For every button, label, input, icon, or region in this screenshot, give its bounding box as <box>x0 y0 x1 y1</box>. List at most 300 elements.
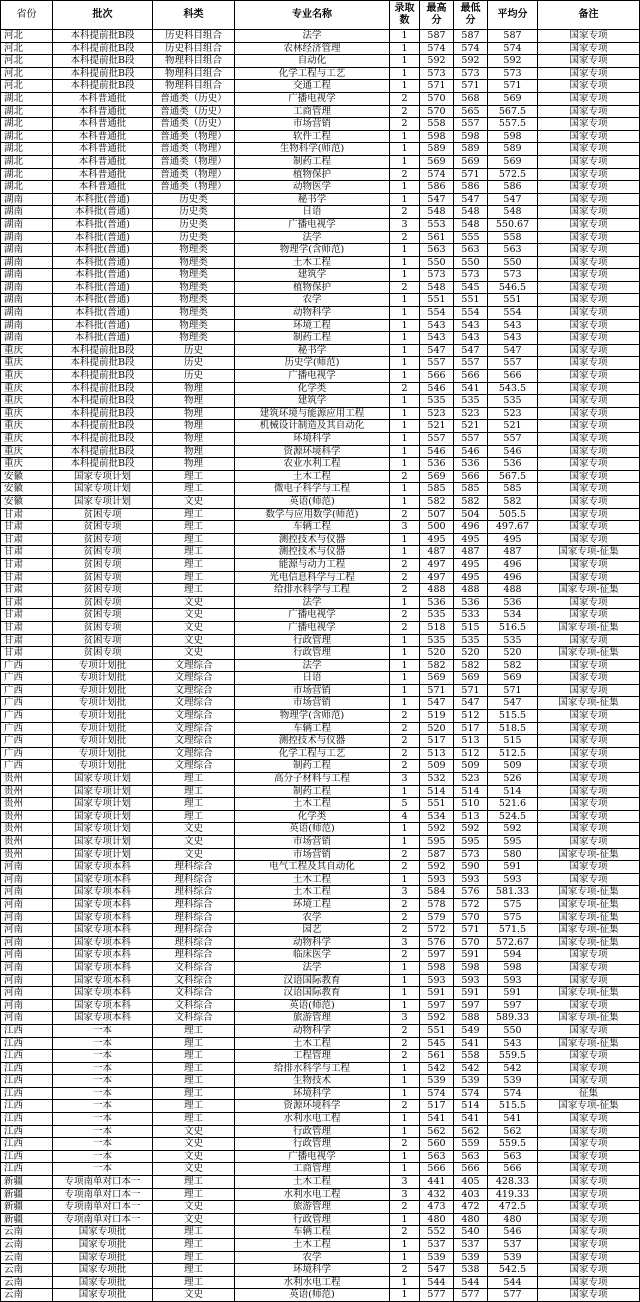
cell-max-score: 545 <box>420 1037 454 1050</box>
cell-remark: 国家专项 <box>538 155 640 168</box>
header-average: 平均分 <box>488 1 538 30</box>
cell-admitted: 2 <box>390 1138 420 1151</box>
cell-admitted: 2 <box>390 231 420 244</box>
cell-subject: 理工 <box>153 810 235 823</box>
cell-batch: 一本 <box>53 1113 153 1126</box>
cell-average-score: 557 <box>488 433 538 446</box>
cell-max-score: 534 <box>420 810 454 823</box>
cell-admitted: 1 <box>390 155 420 168</box>
cell-remark: 国家专项-征集 <box>538 697 640 710</box>
cell-subject: 文理综合 <box>153 684 235 697</box>
table-row <box>1 382 640 395</box>
cell-min-score: 591 <box>454 987 488 1000</box>
cell-average-score: 586 <box>488 181 538 194</box>
cell-major: 广播电视学 <box>235 621 390 634</box>
cell-major: 测控技术与仪器 <box>235 546 390 559</box>
cell-major: 建筑环境与能源应用工程 <box>235 407 390 420</box>
cell-province: 新疆 <box>1 1201 53 1214</box>
cell-average-score: 567.5 <box>488 470 538 483</box>
cell-average-score: 562 <box>488 1125 538 1138</box>
cell-min-score: 403 <box>454 1188 488 1201</box>
cell-average-score: 521 <box>488 420 538 433</box>
cell-max-score: 488 <box>420 584 454 597</box>
cell-subject: 普通类（历史） <box>153 92 235 105</box>
cell-max-score: 548 <box>420 206 454 219</box>
cell-remark: 国家专项 <box>538 1024 640 1037</box>
cell-min-score: 512 <box>454 747 488 760</box>
table-row <box>1 584 640 597</box>
cell-max-score: 539 <box>420 1251 454 1264</box>
cell-max-score: 546 <box>420 382 454 395</box>
cell-max-score: 542 <box>420 1062 454 1075</box>
cell-min-score: 586 <box>454 181 488 194</box>
table-row <box>1 558 640 571</box>
cell-province: 河北 <box>1 80 53 93</box>
cell-remark: 国家专项 <box>538 798 640 811</box>
cell-major: 环境工程 <box>235 319 390 332</box>
cell-min-score: 582 <box>454 659 488 672</box>
cell-average-score: 574 <box>488 42 538 55</box>
cell-admitted: 1 <box>390 659 420 672</box>
cell-province: 江西 <box>1 1087 53 1100</box>
cell-remark: 国家专项-征集 <box>538 898 640 911</box>
cell-remark: 国家专项-征集 <box>538 1037 640 1050</box>
cell-admitted: 1 <box>390 80 420 93</box>
cell-province: 江西 <box>1 1050 53 1063</box>
cell-remark: 国家专项 <box>538 1276 640 1289</box>
cell-remark: 国家专项-征集 <box>538 584 640 597</box>
table-row <box>1 256 640 269</box>
table-row <box>1 319 640 332</box>
cell-subject: 文科综合 <box>153 999 235 1012</box>
cell-major: 广播电视学 <box>235 609 390 622</box>
cell-average-score: 589.33 <box>488 1012 538 1025</box>
cell-remark: 国家专项 <box>538 80 640 93</box>
table-row <box>1 407 640 420</box>
cell-major: 土木工程 <box>235 886 390 899</box>
cell-subject: 文史 <box>153 609 235 622</box>
cell-subject: 理工 <box>153 533 235 546</box>
cell-batch: 本科提前批B段 <box>53 357 153 370</box>
cell-admitted: 2 <box>390 92 420 105</box>
cell-major: 汉语国际教育 <box>235 987 390 1000</box>
cell-admitted: 2 <box>390 382 420 395</box>
cell-min-score: 535 <box>454 395 488 408</box>
cell-major: 植物保护 <box>235 168 390 181</box>
cell-admitted: 1 <box>390 269 420 282</box>
cell-admitted: 1 <box>390 143 420 156</box>
cell-admitted: 1 <box>390 961 420 974</box>
cell-major: 建筑学 <box>235 269 390 282</box>
cell-admitted: 1 <box>390 458 420 471</box>
cell-min-score: 548 <box>454 218 488 231</box>
table-row <box>1 760 640 773</box>
cell-average-score: 582 <box>488 495 538 508</box>
cell-batch: 本科批(普通) <box>53 231 153 244</box>
cell-batch: 国家专项计划 <box>53 483 153 496</box>
cell-remark: 国家专项 <box>538 1125 640 1138</box>
cell-remark: 国家专项 <box>538 470 640 483</box>
cell-major: 英语(师范) <box>235 823 390 836</box>
cell-subject: 物理科目组合 <box>153 55 235 68</box>
cell-major: 自动化 <box>235 55 390 68</box>
cell-remark: 国家专项 <box>538 747 640 760</box>
cell-average-score: 550.67 <box>488 218 538 231</box>
cell-max-score: 578 <box>420 898 454 911</box>
cell-batch: 本科批(普通) <box>53 307 153 320</box>
cell-max-score: 566 <box>420 1163 454 1176</box>
cell-admitted: 1 <box>390 130 420 143</box>
cell-min-score: 557 <box>454 433 488 446</box>
cell-average-score: 574 <box>488 1087 538 1100</box>
cell-min-score: 563 <box>454 1150 488 1163</box>
cell-max-score: 497 <box>420 558 454 571</box>
table-row <box>1 67 640 80</box>
cell-admitted: 2 <box>390 118 420 131</box>
cell-batch: 国家专项本科 <box>53 999 153 1012</box>
cell-admitted: 1 <box>390 823 420 836</box>
cell-remark: 国家专项-征集 <box>538 911 640 924</box>
cell-average-score: 480 <box>488 1213 538 1226</box>
cell-max-score: 497 <box>420 571 454 584</box>
cell-average-score: 587 <box>488 30 538 43</box>
table-row <box>1 1075 640 1088</box>
cell-subject: 理科综合 <box>153 924 235 937</box>
cell-subject: 物理 <box>153 407 235 420</box>
table-row <box>1 1201 640 1214</box>
cell-admitted: 1 <box>390 873 420 886</box>
cell-min-score: 541 <box>454 1037 488 1050</box>
cell-major: 法学 <box>235 231 390 244</box>
cell-subject: 理科综合 <box>153 936 235 949</box>
cell-major: 测控技术与仪器 <box>235 533 390 546</box>
cell-province: 甘肃 <box>1 621 53 634</box>
cell-average-score: 523 <box>488 407 538 420</box>
cell-remark: 国家专项 <box>538 1188 640 1201</box>
cell-average-score: 543 <box>488 332 538 345</box>
cell-province: 广西 <box>1 710 53 723</box>
cell-province: 重庆 <box>1 382 53 395</box>
cell-average-score: 516.5 <box>488 621 538 634</box>
table-row <box>1 1251 640 1264</box>
cell-remark: 国家专项-征集 <box>538 621 640 634</box>
cell-remark: 国家专项 <box>538 1239 640 1252</box>
cell-admitted: 1 <box>390 420 420 433</box>
cell-admitted: 1 <box>390 30 420 43</box>
cell-min-score: 480 <box>454 1213 488 1226</box>
cell-province: 甘肃 <box>1 584 53 597</box>
cell-admitted: 1 <box>390 1125 420 1138</box>
cell-max-score: 558 <box>420 118 454 131</box>
cell-min-score: 488 <box>454 584 488 597</box>
cell-province: 湖南 <box>1 193 53 206</box>
cell-average-score: 546 <box>488 1226 538 1239</box>
cell-province: 江西 <box>1 1125 53 1138</box>
cell-min-score: 598 <box>454 961 488 974</box>
cell-batch: 本科普通批 <box>53 155 153 168</box>
cell-batch: 国家专项本科 <box>53 861 153 874</box>
cell-admitted: 1 <box>390 407 420 420</box>
table-row <box>1 961 640 974</box>
cell-subject: 理工 <box>153 798 235 811</box>
cell-remark: 国家专项-征集 <box>538 1012 640 1025</box>
table-row <box>1 1163 640 1176</box>
cell-subject: 理工 <box>153 508 235 521</box>
cell-province: 云南 <box>1 1226 53 1239</box>
cell-province: 江西 <box>1 1024 53 1037</box>
cell-average-score: 571 <box>488 684 538 697</box>
cell-max-score: 551 <box>420 1024 454 1037</box>
cell-min-score: 513 <box>454 735 488 748</box>
table-row <box>1 130 640 143</box>
cell-max-score: 532 <box>420 773 454 786</box>
cell-average-score: 592 <box>488 823 538 836</box>
table-row <box>1 357 640 370</box>
cell-average-score: 535 <box>488 634 538 647</box>
cell-province: 重庆 <box>1 420 53 433</box>
cell-province: 江西 <box>1 1062 53 1075</box>
cell-min-score: 495 <box>454 571 488 584</box>
cell-subject: 理科综合 <box>153 898 235 911</box>
cell-subject: 历史科目组合 <box>153 42 235 55</box>
cell-min-score: 510 <box>454 798 488 811</box>
cell-admitted: 2 <box>390 1264 420 1277</box>
cell-major: 生物科学(师范) <box>235 143 390 156</box>
table-row <box>1 344 640 357</box>
cell-major: 生物技术 <box>235 1075 390 1088</box>
cell-province: 江西 <box>1 1150 53 1163</box>
cell-admitted: 2 <box>390 1201 420 1214</box>
cell-province: 重庆 <box>1 445 53 458</box>
cell-max-score: 520 <box>420 722 454 735</box>
cell-max-score: 473 <box>420 1201 454 1214</box>
header-batch: 批次 <box>53 1 153 30</box>
cell-subject: 理工 <box>153 1024 235 1037</box>
cell-admitted: 1 <box>390 533 420 546</box>
cell-major: 法学 <box>235 596 390 609</box>
cell-min-score: 588 <box>454 1012 488 1025</box>
cell-max-score: 557 <box>420 357 454 370</box>
cell-province: 甘肃 <box>1 634 53 647</box>
cell-min-score: 546 <box>454 445 488 458</box>
cell-major: 建筑学 <box>235 395 390 408</box>
cell-admitted: 2 <box>390 735 420 748</box>
cell-average-score: 543 <box>488 319 538 332</box>
cell-admitted: 1 <box>390 974 420 987</box>
cell-remark: 国家专项 <box>538 294 640 307</box>
cell-province: 湖南 <box>1 269 53 282</box>
cell-province: 贵州 <box>1 798 53 811</box>
cell-remark: 国家专项-征集 <box>538 886 640 899</box>
cell-admitted: 1 <box>390 193 420 206</box>
cell-average-score: 597 <box>488 999 538 1012</box>
cell-remark: 国家专项 <box>538 168 640 181</box>
cell-subject: 普通类（物理） <box>153 143 235 156</box>
cell-max-score: 495 <box>420 533 454 546</box>
table-row <box>1 42 640 55</box>
cell-major: 化学工程与工艺 <box>235 747 390 760</box>
table-row <box>1 596 640 609</box>
header-admitted: 录取 数 <box>390 1 420 30</box>
cell-average-score: 526 <box>488 773 538 786</box>
cell-province: 云南 <box>1 1251 53 1264</box>
cell-max-score: 574 <box>420 168 454 181</box>
cell-remark: 国家专项 <box>538 1251 640 1264</box>
cell-subject: 文理综合 <box>153 659 235 672</box>
cell-subject: 历史类 <box>153 193 235 206</box>
cell-max-score: 577 <box>420 1289 454 1302</box>
table-row <box>1 1264 640 1277</box>
cell-average-score: 558 <box>488 231 538 244</box>
cell-batch: 国家专项计划 <box>53 836 153 849</box>
cell-average-score: 566 <box>488 1163 538 1176</box>
cell-batch: 国家专项本科 <box>53 1012 153 1025</box>
cell-max-score: 547 <box>420 344 454 357</box>
cell-batch: 贫困专项 <box>53 634 153 647</box>
cell-batch: 专项南单对口本一 <box>53 1201 153 1214</box>
cell-min-score: 559 <box>454 1138 488 1151</box>
cell-average-score: 594 <box>488 949 538 962</box>
cell-min-score: 472 <box>454 1201 488 1214</box>
cell-province: 江西 <box>1 1163 53 1176</box>
header-max: 最高 分 <box>420 1 454 30</box>
cell-major: 水利水电工程 <box>235 1188 390 1201</box>
cell-batch: 本科批(普通) <box>53 193 153 206</box>
cell-province: 河南 <box>1 886 53 899</box>
cell-admitted: 2 <box>390 558 420 571</box>
cell-subject: 理工 <box>153 1113 235 1126</box>
cell-average-score: 581.33 <box>488 886 538 899</box>
cell-admitted: 2 <box>390 1037 420 1050</box>
cell-max-score: 572 <box>420 924 454 937</box>
cell-max-score: 535 <box>420 395 454 408</box>
table-row <box>1 1062 640 1075</box>
table-row <box>1 155 640 168</box>
cell-remark: 国家专项 <box>538 495 640 508</box>
cell-province: 湖南 <box>1 256 53 269</box>
cell-admitted: 1 <box>390 495 420 508</box>
cell-major: 动物科学 <box>235 307 390 320</box>
cell-subject: 文史 <box>153 634 235 647</box>
cell-average-score: 497.67 <box>488 521 538 534</box>
cell-major: 市场营销 <box>235 684 390 697</box>
cell-max-score: 569 <box>420 672 454 685</box>
cell-max-score: 585 <box>420 483 454 496</box>
table-row <box>1 898 640 911</box>
table-row <box>1 206 640 219</box>
cell-min-score: 593 <box>454 873 488 886</box>
cell-admitted: 1 <box>390 546 420 559</box>
cell-subject: 物理类 <box>153 269 235 282</box>
table-row <box>1 495 640 508</box>
cell-province: 贵州 <box>1 773 53 786</box>
cell-major: 数学与应用数学(师范) <box>235 508 390 521</box>
cell-average-score: 546 <box>488 445 538 458</box>
cell-max-score: 553 <box>420 218 454 231</box>
cell-subject: 理工 <box>153 1037 235 1050</box>
cell-max-score: 574 <box>420 42 454 55</box>
cell-major: 水利水电工程 <box>235 1276 390 1289</box>
cell-batch: 本科提前批B段 <box>53 445 153 458</box>
cell-subject: 文史 <box>153 836 235 849</box>
cell-remark: 国家专项 <box>538 1289 640 1302</box>
table-row <box>1 936 640 949</box>
cell-min-score: 549 <box>454 1024 488 1037</box>
cell-major: 农学 <box>235 1251 390 1264</box>
cell-batch: 国家专项计划 <box>53 823 153 836</box>
cell-province: 湖南 <box>1 218 53 231</box>
cell-major: 化学类 <box>235 382 390 395</box>
cell-province: 河南 <box>1 911 53 924</box>
cell-admitted: 1 <box>390 1087 420 1100</box>
cell-batch: 国家专项本科 <box>53 987 153 1000</box>
cell-batch: 本科提前批B段 <box>53 370 153 383</box>
cell-min-score: 536 <box>454 596 488 609</box>
cell-batch: 一本 <box>53 1163 153 1176</box>
cell-subject: 物理类 <box>153 244 235 257</box>
header-remark: 备注 <box>538 1 640 30</box>
cell-min-score: 543 <box>454 319 488 332</box>
cell-major: 化学类 <box>235 810 390 823</box>
cell-subject: 理工 <box>153 1251 235 1264</box>
cell-batch: 本科普通批 <box>53 118 153 131</box>
table-row <box>1 873 640 886</box>
cell-remark: 国家专项 <box>538 307 640 320</box>
cell-remark: 国家专项 <box>538 773 640 786</box>
cell-min-score: 545 <box>454 281 488 294</box>
cell-batch: 一本 <box>53 1037 153 1050</box>
cell-subject: 物理类 <box>153 307 235 320</box>
table-row <box>1 143 640 156</box>
cell-max-score: 592 <box>420 861 454 874</box>
cell-min-score: 523 <box>454 773 488 786</box>
cell-province: 湖南 <box>1 231 53 244</box>
cell-admitted: 1 <box>390 244 420 257</box>
cell-province: 安徽 <box>1 483 53 496</box>
cell-subject: 理工 <box>153 785 235 798</box>
cell-major: 汉语国际教育 <box>235 974 390 987</box>
cell-batch: 本科普通批 <box>53 168 153 181</box>
cell-max-score: 569 <box>420 470 454 483</box>
cell-remark: 国家专项-征集 <box>538 848 640 861</box>
cell-province: 安徽 <box>1 495 53 508</box>
cell-major: 市场营销 <box>235 118 390 131</box>
cell-subject: 历史科目组合 <box>153 30 235 43</box>
cell-min-score: 521 <box>454 420 488 433</box>
cell-province: 贵州 <box>1 810 53 823</box>
cell-major: 广播电视学 <box>235 218 390 231</box>
cell-province: 河南 <box>1 987 53 1000</box>
cell-average-score: 563 <box>488 244 538 257</box>
cell-batch: 国家专项计划 <box>53 798 153 811</box>
cell-admitted: 1 <box>390 987 420 1000</box>
cell-province: 贵州 <box>1 823 53 836</box>
cell-average-score: 550 <box>488 256 538 269</box>
cell-min-score: 537 <box>454 1239 488 1252</box>
cell-subject: 物理 <box>153 420 235 433</box>
cell-major: 水利水电工程 <box>235 1113 390 1126</box>
cell-min-score: 591 <box>454 949 488 962</box>
cell-average-score: 488 <box>488 584 538 597</box>
cell-min-score: 551 <box>454 294 488 307</box>
cell-min-score: 512 <box>454 710 488 723</box>
cell-min-score: 517 <box>454 722 488 735</box>
cell-subject: 历史 <box>153 357 235 370</box>
table-row <box>1 1037 640 1050</box>
cell-province: 云南 <box>1 1264 53 1277</box>
cell-batch: 专项计划批 <box>53 722 153 735</box>
cell-major: 土木工程 <box>235 1037 390 1050</box>
